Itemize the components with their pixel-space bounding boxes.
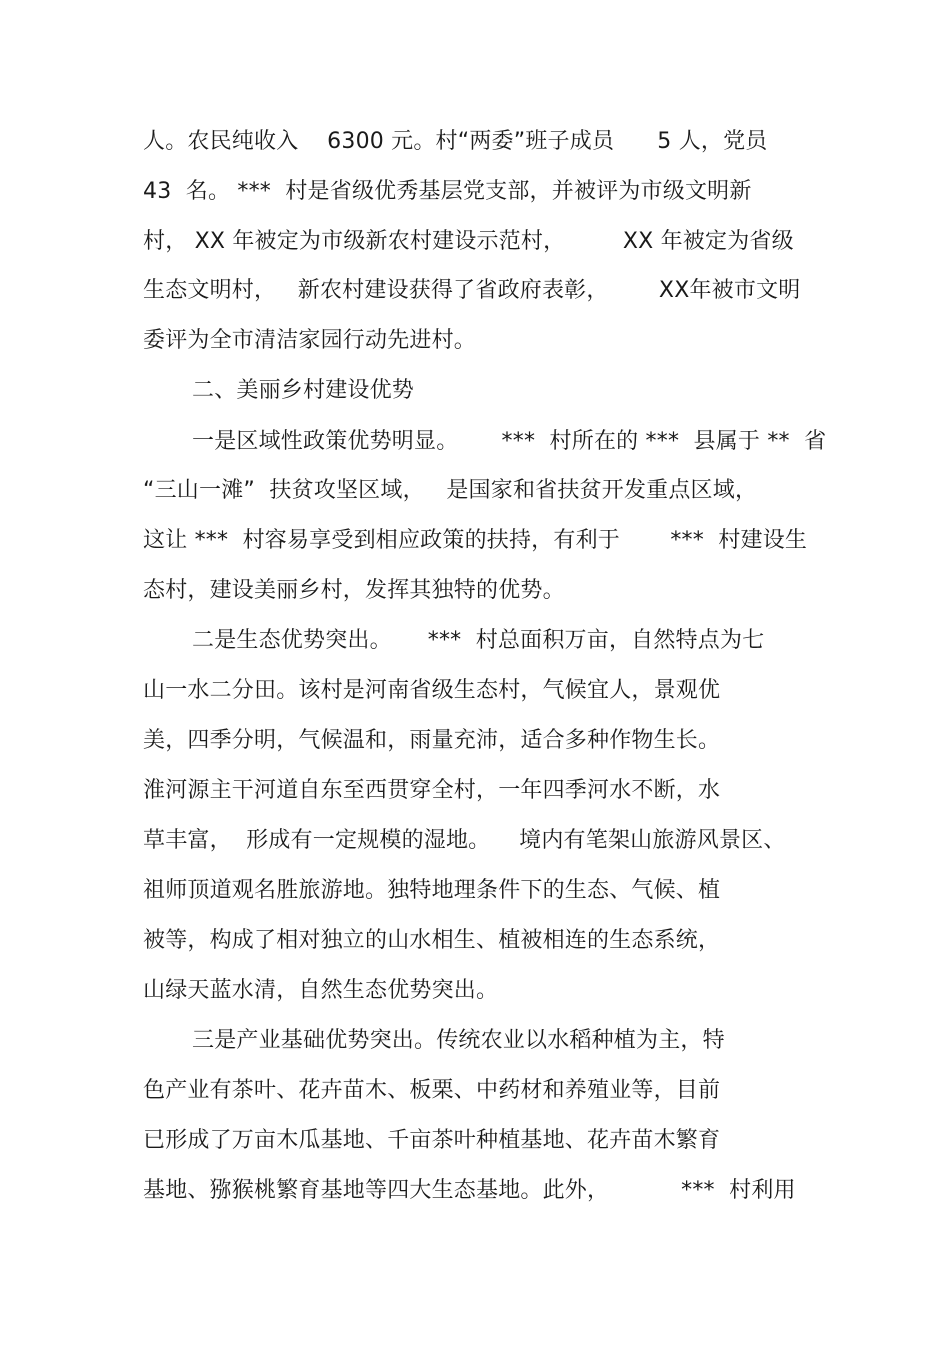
text-line: 山绿天蓝水清，自然生态优势突出。 bbox=[143, 978, 499, 1003]
text-line: 基地、猕猴桃繁育基地等四大生态基地。此外， *** 村利用 bbox=[143, 1178, 796, 1203]
text-line: 山一水二分田。该村是河南省级生态村，气候宜人，景观优 bbox=[143, 678, 721, 703]
text-line: 这让 *** 村容易享受到相应政策的扶持，有利于 *** 村建设生 bbox=[143, 528, 808, 553]
text-line: 被等，构成了相对独立的山水相生、植被相连的生态系统， bbox=[143, 928, 721, 953]
text-line: 已形成了万亩木瓜基地、千亩茶叶种植基地、花卉苗木繁育 bbox=[143, 1128, 721, 1153]
paragraph-first-line: 三是产业基础优势突出。传统农业以水稻种植为主，特 bbox=[192, 1028, 725, 1053]
paragraph-first-line: 二是生态优势突出。 *** 村总面积万亩，自然特点为七 bbox=[192, 628, 765, 653]
section-heading: 二、美丽乡村建设优势 bbox=[192, 378, 415, 403]
text-line: 43 名。 *** 村是省级优秀基层党支部，并被评为市级文明新 bbox=[143, 179, 752, 204]
text-line: 态村，建设美丽乡村，发挥其独特的优势。 bbox=[143, 578, 565, 603]
text-line: 祖师顶道观名胜旅游地。独特地理条件下的生态、气候、植 bbox=[143, 878, 721, 903]
text-line: 委评为全市清洁家园行动先进村。 bbox=[143, 328, 477, 353]
text-line: 生态文明村， 新农村建设获得了省政府表彰， XX年被市文明 bbox=[143, 278, 801, 303]
text-line: 色产业有茶叶、花卉苗木、板栗、中药材和养殖业等，目前 bbox=[143, 1078, 721, 1103]
text-line: 草丰富， 形成有一定规模的湿地。 境内有笔架山旅游风景区、 bbox=[143, 828, 786, 853]
text-line: 人。农民纯收入 6300 元。村“两委”班子成员 5 人，党员 bbox=[143, 129, 768, 154]
text-line: 村， XX 年被定为市级新农村建设示范村， XX 年被定为省级 bbox=[143, 229, 794, 254]
paragraph-first-line: 一是区域性政策优势明显。 *** 村所在的 *** 县属于 ** 省 bbox=[192, 429, 827, 454]
text-line: 美，四季分明，气候温和，雨量充沛，适合多种作物生长。 bbox=[143, 728, 721, 753]
text-line: “三山一滩” 扶贫攻坚区域， 是国家和省扶贫开发重点区域， bbox=[143, 478, 758, 503]
text-line: 淮河源主干河道自东至西贯穿全村，一年四季河水不断，水 bbox=[143, 778, 721, 803]
